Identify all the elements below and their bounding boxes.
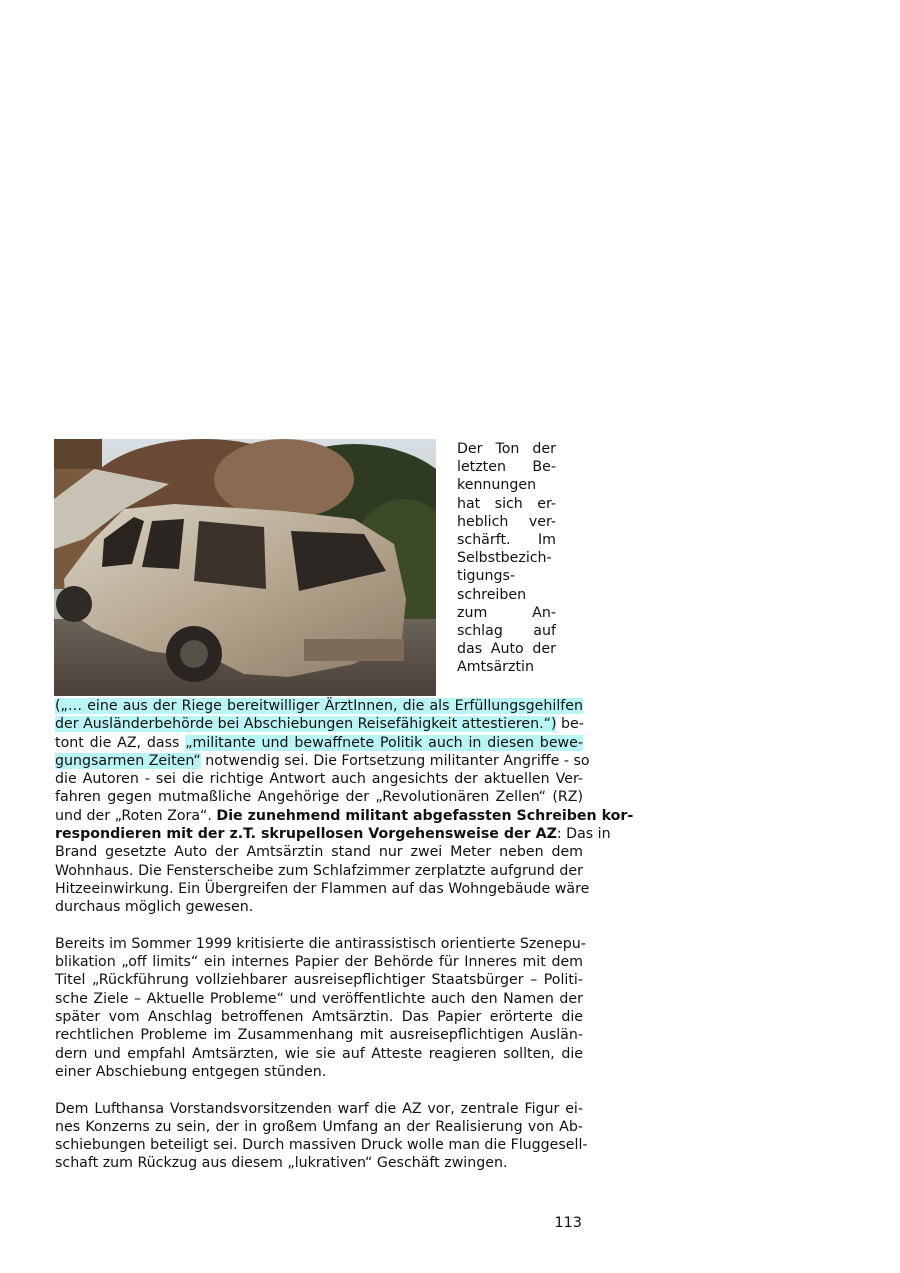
text-line: durchaus möglich gewesen. <box>55 899 254 916</box>
caption-line: zum An- <box>457 604 556 621</box>
text-line: rechtlichen Probleme im Zusammenhang mit ausreisepflichtigen Auslän- <box>55 1027 583 1044</box>
text-line <box>55 715 583 733</box>
text-line: Bereits im Sommer 1999 kritisierte die antirassistisch orientierte Szenepu- <box>55 935 586 952</box>
caption-line: kennungen <box>457 477 537 494</box>
text-line: fahren gegen mutmaßliche Angehörige der „Revolutionären Zellen“ (RZ) <box>55 789 583 806</box>
text-line: Hitzeeinwirkung. Ein Übergreifen der Flammen auf das Wohngebäude wäre <box>55 880 590 897</box>
text-line: Brand gesetzte Auto der Amtsärztin stand nur zwei Meter neben dem <box>55 844 583 861</box>
bold-text: respondieren mit der z.T. skrupellosen Vorgehensweise der AZ <box>55 826 557 843</box>
text-line: sche Ziele – Aktuelle Probleme“ und veröffentlichte auch den Namen der <box>55 990 583 1007</box>
text-line <box>55 734 583 752</box>
caption-line: tigungs- <box>457 568 516 585</box>
caption-line: heblich ver- <box>457 513 556 530</box>
text-line <box>55 825 611 843</box>
text-line: schaft zum Rückzug aus diesem „lukrativen“ Geschäft zwingen. <box>55 1155 508 1172</box>
caption-line: schlag auf <box>457 623 556 640</box>
text-line: nes Konzerns zu sein, der in großem Umfang an der Realisierung von Ab- <box>55 1118 583 1135</box>
text-line: Dem Lufthansa Vorstandsvorsitzenden warf die AZ vor, zentrale Figur ei- <box>55 1100 583 1117</box>
text-fragment: notwendig sei. Die Fortsetzung militanter Angriffe - so <box>200 752 590 769</box>
caption-line: hat sich er- <box>457 495 556 512</box>
caption-line: Amtsärztin <box>457 659 534 676</box>
caption-line: schärft. Im <box>457 532 556 549</box>
burned-car-photo <box>54 439 436 696</box>
text-line: blikation „off limits“ ein internes Papier der Behörde für Inneres mit dem <box>55 954 583 971</box>
image-side-text <box>457 440 556 677</box>
text-line <box>55 752 590 770</box>
text-line: Titel „Rückführung vollziehbarer ausreisepflichtiger Staatsbürger – Politi- <box>55 972 583 989</box>
text-line <box>55 807 634 825</box>
text-line: später vom Anschlag betroffenen Amtsärztin. Das Papier erörterte die <box>55 1009 583 1026</box>
paragraph-2 <box>55 935 586 1081</box>
highlighted-quote: gungsarmen Zeiten“ <box>55 752 201 769</box>
text-fragment: be- <box>556 716 584 733</box>
text-line <box>55 697 583 715</box>
highlighted-quote: („… eine aus der Riege bereitwilliger ÄrztInnen, die als Erfüllungsgehilfen <box>55 698 583 714</box>
burned-car-illustration <box>54 439 436 696</box>
bold-text: Die zunehmend militant abgefassten Schreiben kor- <box>216 807 634 824</box>
caption-line: letzten Be- <box>457 459 556 476</box>
highlighted-quote: der Ausländerbehörde bei Abschiebungen Reisefähigkeit attestieren.“) <box>55 716 557 733</box>
text-line: die Autoren - sei die richtige Antwort auch angesichts der aktuellen Ver- <box>55 771 583 788</box>
caption-line: Der Ton der <box>457 441 556 457</box>
text-fragment: und der „Roten Zora“. <box>55 807 217 824</box>
caption-line: schreiben <box>457 586 527 603</box>
caption-line: Selbstbezich- <box>457 550 552 567</box>
paragraph-1 <box>55 697 634 917</box>
text-fragment: : Das in <box>556 826 611 843</box>
text-line: einer Abschiebung entgegen stünden. <box>55 1063 327 1080</box>
page-number: 113 <box>554 1215 582 1231</box>
text-line: Wohnhaus. Die Fensterscheibe zum Schlafzimmer zerplatzte aufgrund der <box>55 862 583 879</box>
highlighted-quote: „militante und bewaffnete Politik auch in diesen bewe- <box>185 734 583 751</box>
text-line: dern und empfahl Amtsärzten, wie sie auf Atteste reagieren sollten, die <box>55 1045 583 1062</box>
body-text <box>55 697 634 1191</box>
text-line: schiebungen beteiligt sei. Durch massiven Druck wolle man die Fluggesell- <box>55 1137 588 1154</box>
text-fragment: tont die AZ, dass <box>55 734 186 751</box>
caption-line: das Auto der <box>457 641 556 658</box>
paragraph-3 <box>55 1100 588 1173</box>
